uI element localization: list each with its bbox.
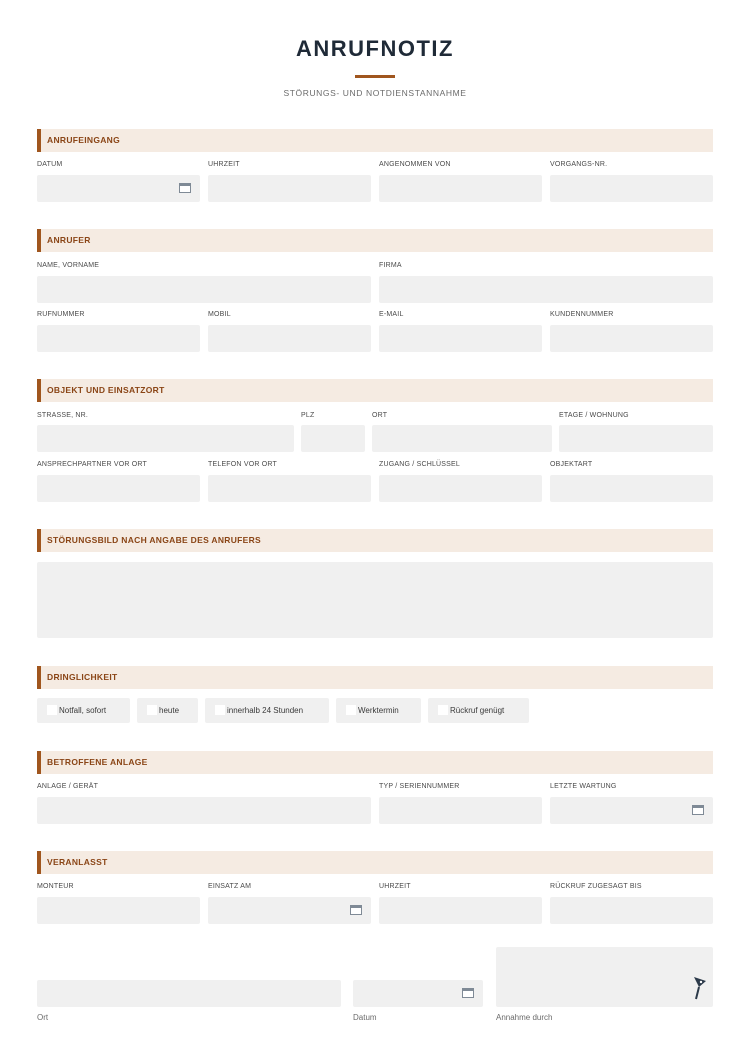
label-einsatz-am: EINSATZ AM — [208, 883, 252, 890]
option-24-stunden[interactable] — [205, 698, 329, 723]
vorgangs-nr-field[interactable] — [550, 175, 713, 202]
option-label: Notfall, sofort — [59, 706, 107, 715]
checkbox[interactable] — [147, 705, 157, 715]
section-title: OBJEKT UND EINSATZORT — [47, 385, 165, 395]
calendar-icon[interactable] — [462, 988, 474, 998]
label-rufnummer: RUFNUMMER — [37, 311, 85, 318]
name-vorname-field[interactable] — [37, 276, 371, 303]
calendar-icon[interactable] — [692, 805, 704, 815]
checkbox[interactable] — [47, 705, 57, 715]
label-typ-seriennummer: TYP / SERIENNUMMER — [379, 783, 460, 790]
title-divider — [355, 75, 395, 78]
email-field[interactable] — [379, 325, 542, 352]
section-header-anrufeingang — [37, 129, 713, 152]
calendar-icon[interactable] — [179, 183, 191, 193]
kundennummer-field[interactable] — [550, 325, 713, 352]
label-name-vorname: NAME, VORNAME — [37, 262, 100, 269]
page-subtitle: STÖRUNGS- UND NOTDIENSTANNAHME — [283, 88, 467, 98]
etage-field[interactable] — [559, 425, 713, 452]
zugang-field[interactable] — [379, 475, 542, 502]
rufnummer-field[interactable] — [37, 325, 200, 352]
label-zugang: ZUGANG / SCHLÜSSEL — [379, 461, 461, 468]
label-telefon-vor-ort: TELEFON VOR ORT — [208, 461, 277, 468]
label-strasse: STRASSE, NR. — [37, 412, 89, 419]
objektart-field[interactable] — [550, 475, 713, 502]
section-header-dringlichkeit — [37, 666, 713, 689]
section-title: VERANLASST — [47, 857, 108, 867]
label-kundennummer: KUNDENNUMMER — [550, 311, 614, 318]
section-title: ANRUFER — [47, 235, 91, 245]
section-header-anrufer — [37, 229, 713, 252]
uhrzeit-field[interactable] — [208, 175, 371, 202]
footer-label-annahme: Annahme durch — [496, 1013, 553, 1022]
option-heute[interactable] — [137, 698, 198, 723]
ansprechpartner-field[interactable] — [37, 475, 200, 502]
label-firma: FIRMA — [379, 262, 402, 269]
label-email: E-MAIL — [379, 311, 404, 318]
label-plz: PLZ — [301, 412, 315, 419]
section-title: ANRUFEINGANG — [47, 135, 121, 145]
section-title: BETROFFENE ANLAGE — [47, 757, 148, 767]
signature-pen-icon — [693, 975, 707, 1001]
uhrzeit-einsatz-field[interactable] — [379, 897, 542, 924]
label-letzte-wartung: LETZTE WARTUNG — [550, 783, 617, 790]
section-header-objekt — [37, 379, 713, 402]
firma-field[interactable] — [379, 276, 713, 303]
stoerungsbild-textarea[interactable] — [37, 562, 713, 638]
label-angenommen-von: ANGENOMMEN VON — [379, 161, 451, 168]
footer-label-ort: Ort — [37, 1013, 49, 1022]
label-anlage-geraet: ANLAGE / GERÄT — [37, 783, 99, 790]
telefon-vor-ort-field[interactable] — [208, 475, 371, 502]
label-monteur: MONTEUR — [37, 883, 74, 890]
label-uhrzeit: UHRZEIT — [208, 161, 240, 168]
checkbox[interactable] — [346, 705, 356, 715]
footer-label-datum: Datum — [353, 1013, 377, 1022]
page-title: ANRUFNOTIZ — [296, 36, 454, 61]
option-label: heute — [159, 706, 180, 715]
option-werktermin[interactable] — [336, 698, 421, 723]
option-label: Werktermin — [358, 706, 399, 715]
option-label: innerhalb 24 Stunden — [227, 706, 304, 715]
label-ansprechpartner: ANSPRECHPARTNER VOR ORT — [37, 461, 148, 468]
label-etage: ETAGE / WOHNUNG — [559, 412, 629, 419]
section-header-anlage — [37, 751, 713, 774]
ort-signature-field[interactable] — [37, 980, 341, 1007]
letzte-wartung-field[interactable] — [550, 797, 713, 824]
label-uhrzeit: UHRZEIT — [379, 883, 411, 890]
calendar-icon[interactable] — [350, 905, 362, 915]
monteur-field[interactable] — [37, 897, 200, 924]
typ-seriennummer-field[interactable] — [379, 797, 542, 824]
mobil-field[interactable] — [208, 325, 371, 352]
label-vorgangs-nr: VORGANGS-NR. — [550, 161, 608, 168]
section-title: DRINGLICHKEIT — [47, 672, 118, 682]
label-datum: DATUM — [37, 161, 63, 168]
label-objektart: OBJEKTART — [550, 461, 593, 468]
option-notfall[interactable] — [37, 698, 130, 723]
label-rueckruf-zugesagt: RÜCKRUF ZUGESAGT BIS — [550, 883, 642, 890]
plz-field[interactable] — [301, 425, 365, 452]
section-header-veranlasst — [37, 851, 713, 874]
option-label: Rückruf genügt — [450, 706, 505, 715]
strasse-field[interactable] — [37, 425, 294, 452]
label-mobil: MOBIL — [208, 311, 231, 318]
angenommen-von-field[interactable] — [379, 175, 542, 202]
checkbox[interactable] — [438, 705, 448, 715]
section-title: STÖRUNGSBILD NACH ANGABE DES ANRUFERS — [47, 535, 262, 545]
option-rueckruf[interactable] — [428, 698, 529, 723]
label-ort: ORT — [372, 412, 388, 419]
section-header-stoerung — [37, 529, 713, 552]
anlage-geraet-field[interactable] — [37, 797, 371, 824]
signature-field[interactable] — [496, 947, 713, 1007]
rueckruf-zugesagt-field[interactable] — [550, 897, 713, 924]
checkbox[interactable] — [215, 705, 225, 715]
einsatz-am-field[interactable] — [208, 897, 371, 924]
datum-field[interactable] — [37, 175, 200, 202]
datum-signature-field[interactable] — [353, 980, 483, 1007]
ort-field[interactable] — [372, 425, 552, 452]
